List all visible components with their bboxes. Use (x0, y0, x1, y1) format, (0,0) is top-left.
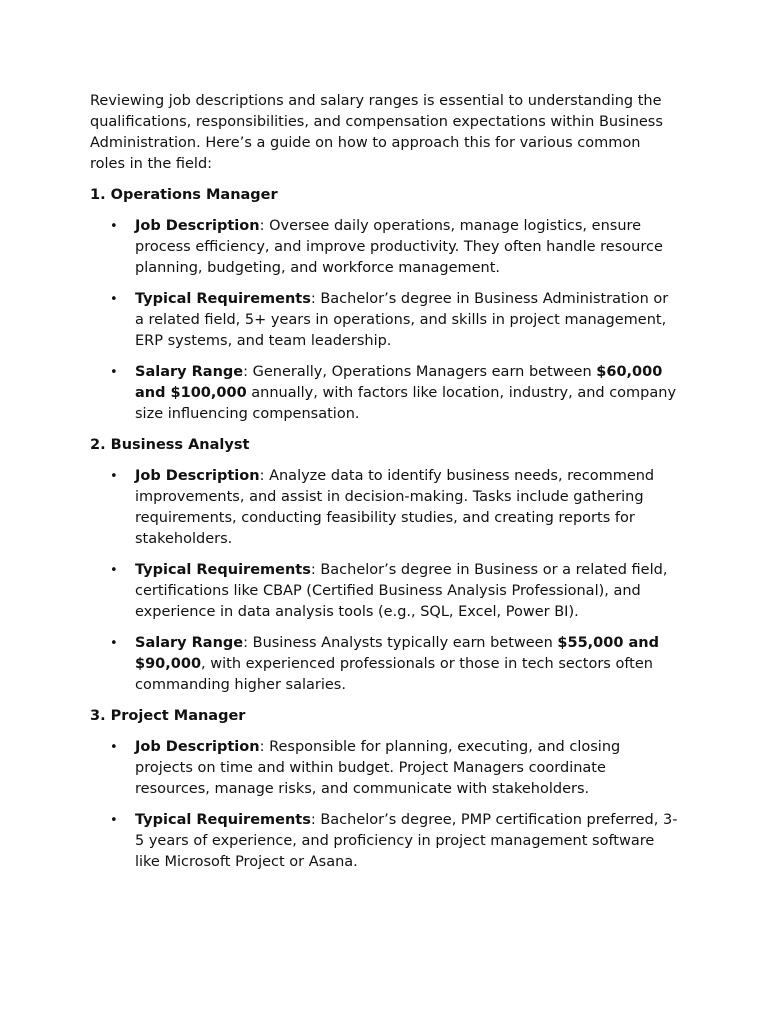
item-text: : Oversee daily operations, manage logistics, ensure process efficiency, and improve productivity. They often handle resource planning, budgeting, and workforce management. (135, 218, 663, 276)
list-item (90, 466, 678, 550)
item-text: : Analyze data to identify business needs, recommend improvements, and assist in decision-making. Tasks include gathering requirements, conducting feasibility studies, and creating reports for stakeholders. (135, 468, 655, 547)
item-label: Typical Requirements (135, 812, 311, 828)
item-text: , with experienced professionals or those in tech sectors often commanding higher salaries. (135, 656, 653, 693)
item-text: : Bachelor’s degree, PMP certification preferred, 3-5 years of experience, and proficiency in project management software like Microsoft Project or Asana. (135, 812, 678, 870)
document-page (90, 91, 678, 883)
bullet-icon: • (110, 365, 118, 380)
item-label: Job Description (135, 468, 260, 484)
bullet-icon: • (110, 636, 118, 651)
section-list-business-analyst (90, 466, 678, 696)
item-label: Job Description (135, 218, 260, 234)
bullet-icon: • (110, 563, 118, 578)
list-item (90, 216, 678, 279)
section-list-operations-manager (90, 216, 678, 425)
section-heading-operations-manager: 1. Operations Manager (90, 187, 278, 203)
item-label: Typical Requirements (135, 562, 311, 578)
intro-paragraph: Reviewing job descriptions and salary ranges is essential to understanding the qualifications, responsibilities, and compensation expectations within Business Administration. Here’s a guide on how to approach this for various common roles in the field: (90, 93, 663, 172)
bullet-icon: • (110, 813, 118, 828)
section-heading-project-manager: 3. Project Manager (90, 708, 246, 724)
list-item (90, 810, 678, 873)
salary-highlight: $60,000 and $100,000 (135, 364, 663, 401)
bullet-icon: • (110, 740, 118, 755)
item-text: : Bachelor’s degree in Business Administration or a related field, 5+ years in operations, and skills in project management, ERP systems, and team leadership. (135, 291, 669, 349)
list-item (90, 362, 678, 425)
bullet-icon: • (110, 469, 118, 484)
section-heading-business-analyst: 2. Business Analyst (90, 437, 250, 453)
list-item (90, 560, 678, 623)
item-text: : Bachelor’s degree in Business or a related field, certifications like CBAP (Certified Business Analysis Professional), and experience in data analysis tools (e.g., SQL, Excel, Power BI). (135, 562, 668, 620)
item-text: annually, with factors like location, industry, and company size influencing compensation. (135, 385, 677, 422)
list-item (90, 737, 678, 800)
item-text: : Generally, Operations Managers earn between (243, 364, 597, 380)
item-text: : Responsible for planning, executing, and closing projects on time and within budget. Project Managers coordinate resources, manage risks, and communicate with stakeholders. (135, 739, 621, 797)
list-item (90, 633, 678, 696)
bullet-icon: • (110, 292, 118, 307)
bullet-icon: • (110, 219, 118, 234)
item-text: : Business Analysts typically earn between (243, 635, 558, 651)
item-label: Typical Requirements (135, 291, 311, 307)
salary-highlight: $55,000 and $90,000 (135, 635, 659, 672)
list-item (90, 289, 678, 352)
item-label: Job Description (135, 739, 260, 755)
item-label: Salary Range (135, 635, 244, 651)
item-label: Salary Range (135, 364, 244, 380)
section-list-project-manager (90, 737, 678, 873)
